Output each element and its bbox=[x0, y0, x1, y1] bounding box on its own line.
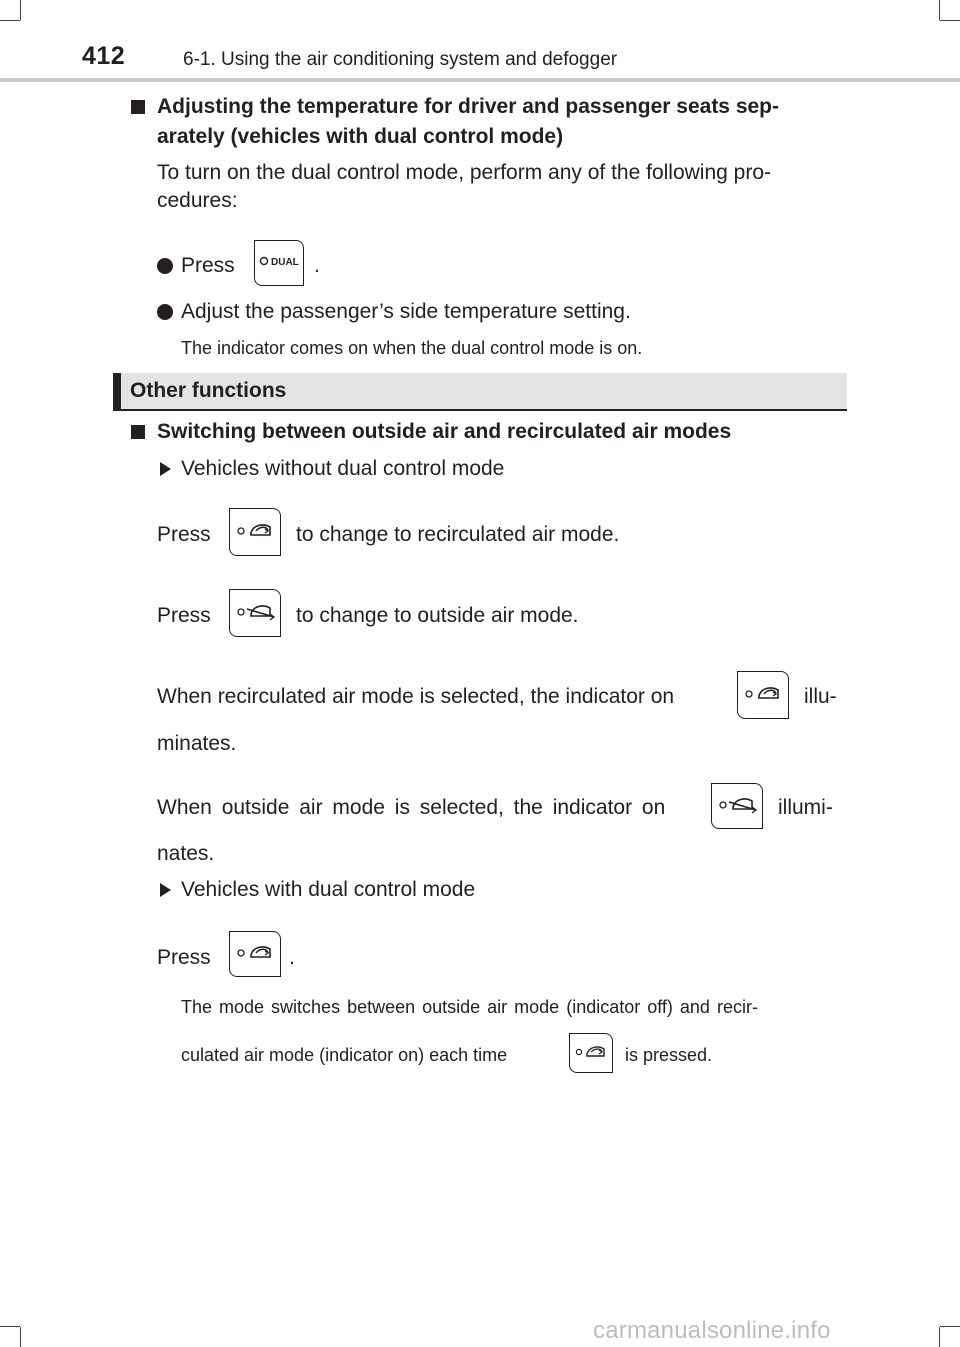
outside-indicator-line1b: illumi- bbox=[778, 796, 833, 819]
arrow-bullet-icon bbox=[160, 462, 171, 476]
recirc-indicator-line1b: illu- bbox=[804, 685, 837, 708]
crop-mark bbox=[940, 20, 960, 21]
bullet2-text: Adjust the passenger’s side temperature setting. bbox=[181, 300, 631, 323]
watermark: carmanualsonline.info bbox=[593, 1317, 831, 1344]
dual-note: The indicator comes on when the dual control mode is on. bbox=[181, 338, 643, 358]
press-label-a: Press bbox=[157, 523, 211, 546]
dual-intro-line2: cedures: bbox=[157, 189, 238, 212]
recirculated-air-button-icon bbox=[229, 508, 281, 556]
press-c-end: . bbox=[289, 946, 295, 969]
round-bullet-icon bbox=[157, 304, 173, 320]
crop-mark bbox=[0, 20, 20, 21]
mode-switch-note-line2a: culated air mode (indicator on) each time bbox=[181, 1045, 508, 1065]
other-functions-label: Other functions bbox=[130, 379, 287, 402]
square-bullet-icon bbox=[131, 100, 145, 114]
arrow-bullet-icon bbox=[160, 883, 171, 897]
dual-button-icon bbox=[254, 240, 304, 286]
outside-air-button-icon bbox=[711, 783, 763, 829]
square-bullet-icon bbox=[131, 425, 145, 439]
crop-mark bbox=[940, 1326, 960, 1327]
round-bullet-icon bbox=[157, 258, 173, 274]
press-a-text: to change to recirculated air mode. bbox=[296, 523, 620, 546]
sub-heading-without-dual: Vehicles without dual control mode bbox=[181, 457, 505, 480]
crop-mark bbox=[0, 1326, 20, 1327]
recirc-indicator-line1a: When recirculated air mode is selected, the indicator on bbox=[157, 685, 675, 708]
press-b-text: to change to outside air mode. bbox=[296, 604, 579, 627]
press-label-c: Press bbox=[157, 946, 211, 969]
outside-air-button-icon bbox=[229, 589, 281, 637]
mode-switch-note-line1: The mode switches between outside air mode (indicator off) and recir- bbox=[181, 997, 758, 1017]
section-title: 6-1. Using the air conditioning system and defogger bbox=[183, 49, 618, 70]
other-functions-heading bbox=[113, 373, 847, 411]
recirculated-air-button-icon bbox=[737, 671, 789, 719]
press-label-b: Press bbox=[157, 604, 211, 627]
dual-button-label: DUAL bbox=[271, 257, 299, 268]
bullet1-press: Press bbox=[181, 254, 235, 277]
recirculated-air-button-icon bbox=[229, 931, 281, 977]
crop-mark bbox=[20, 1327, 21, 1347]
outside-indicator-line2: nates. bbox=[157, 842, 215, 865]
recirc-indicator-line2: minates. bbox=[157, 732, 237, 755]
crop-mark bbox=[20, 0, 21, 20]
dual-heading-line2: arately (vehicles with dual control mode) bbox=[157, 125, 564, 148]
bullet1-end: . bbox=[314, 254, 320, 277]
sub-heading-with-dual: Vehicles with dual control mode bbox=[181, 878, 476, 901]
outside-indicator-line1a: When outside air mode is selected, the indicator on bbox=[157, 796, 666, 819]
air-mode-heading: Switching between outside air and recirculated air modes bbox=[157, 420, 732, 443]
page-number: 412 bbox=[82, 42, 126, 70]
dual-heading-line1: Adjusting the temperature for driver and passenger seats sep- bbox=[157, 95, 780, 118]
crop-mark bbox=[939, 1327, 940, 1347]
heading-accent bbox=[113, 373, 121, 409]
dual-intro-line1: To turn on the dual control mode, perform any of the following pro- bbox=[157, 161, 772, 184]
recirculated-air-button-icon bbox=[569, 1033, 613, 1073]
crop-mark bbox=[939, 0, 940, 20]
mode-switch-note-line2b: is pressed. bbox=[625, 1045, 713, 1065]
header-divider bbox=[0, 78, 960, 82]
